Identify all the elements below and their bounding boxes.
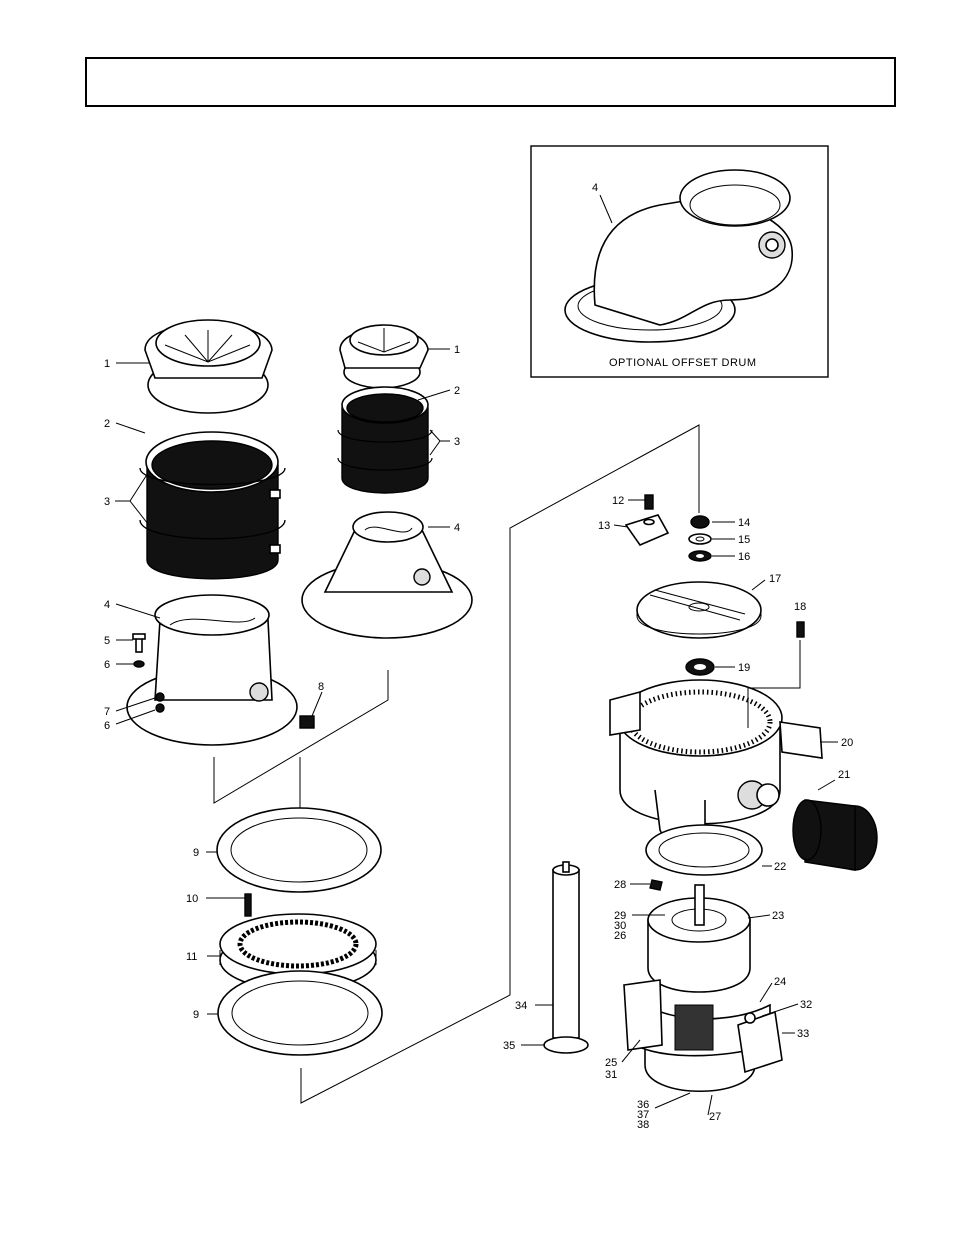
callout-23: 23 bbox=[772, 910, 785, 922]
washers-14-16 bbox=[689, 516, 711, 561]
callout-5: 5 bbox=[104, 635, 111, 647]
clamp-13 bbox=[626, 495, 668, 545]
callout-14: 14 bbox=[738, 517, 751, 529]
callout-26: 26 bbox=[614, 930, 627, 942]
small-hopper bbox=[340, 325, 428, 388]
callout-28: 28 bbox=[614, 879, 627, 891]
nut-8 bbox=[300, 716, 314, 728]
small-screen-drum bbox=[338, 387, 432, 493]
callout-33: 33 bbox=[797, 1028, 810, 1040]
callout-2-large: 2 bbox=[104, 418, 111, 430]
callout-3-small: 3 bbox=[454, 436, 461, 448]
callout-16: 16 bbox=[738, 551, 751, 563]
gasket-22 bbox=[646, 825, 762, 875]
motor-cover-21 bbox=[793, 800, 877, 870]
callout-32: 32 bbox=[800, 999, 813, 1011]
seal-19 bbox=[686, 659, 714, 675]
large-screen-drum bbox=[140, 432, 285, 579]
callout-30: 30 bbox=[614, 920, 627, 932]
callout-38: 38 bbox=[637, 1119, 650, 1131]
callout-22: 22 bbox=[774, 861, 787, 873]
callout-15: 15 bbox=[738, 534, 751, 546]
grease-fitting-10 bbox=[245, 894, 251, 916]
small-cone-drum bbox=[302, 512, 472, 638]
callout-24: 24 bbox=[774, 976, 787, 988]
callout-4-large: 4 bbox=[104, 599, 111, 611]
callout-35: 35 bbox=[503, 1040, 516, 1052]
callout-9-lower: 9 bbox=[193, 1009, 200, 1021]
callout-13: 13 bbox=[598, 520, 611, 532]
callout-37: 37 bbox=[637, 1109, 650, 1121]
bolt-5 bbox=[133, 634, 145, 667]
callout-12: 12 bbox=[612, 495, 625, 507]
callout-6-lower: 6 bbox=[104, 720, 111, 732]
callout-9-upper: 9 bbox=[193, 847, 200, 859]
cover-plate-17 bbox=[637, 582, 761, 638]
callout-11: 11 bbox=[186, 951, 198, 963]
callout-36: 36 bbox=[637, 1099, 650, 1111]
callout-1-small: 1 bbox=[454, 344, 461, 356]
callout-31: 31 bbox=[605, 1069, 618, 1081]
inset-part-label: 4 bbox=[592, 182, 599, 194]
stud-18 bbox=[797, 622, 804, 637]
offset-drum-inset bbox=[531, 146, 828, 377]
callout-1-large: 1 bbox=[104, 358, 111, 370]
callout-27: 27 bbox=[709, 1111, 722, 1123]
callout-10: 10 bbox=[186, 893, 199, 905]
callout-34: 34 bbox=[515, 1000, 528, 1012]
callout-3-large: 3 bbox=[104, 496, 111, 508]
large-hopper bbox=[145, 320, 272, 413]
gasket-ring-lower bbox=[218, 971, 382, 1055]
callout-17: 17 bbox=[769, 573, 782, 585]
callout-4-small: 4 bbox=[454, 522, 461, 534]
callout-21: 21 bbox=[838, 769, 851, 781]
inset-caption: OPTIONAL OFFSET DRUM bbox=[609, 357, 757, 369]
callout-29: 29 bbox=[614, 910, 627, 922]
housing-20 bbox=[610, 680, 822, 841]
callout-19: 19 bbox=[738, 662, 751, 674]
callout-25: 25 bbox=[605, 1057, 618, 1069]
callout-18: 18 bbox=[794, 601, 807, 613]
gasket-ring-upper bbox=[217, 808, 381, 892]
pipe-34 bbox=[544, 862, 588, 1053]
callout-6-upper: 6 bbox=[104, 659, 111, 671]
callout-8: 8 bbox=[318, 681, 325, 693]
large-cone-drum bbox=[127, 595, 297, 745]
callout-20: 20 bbox=[841, 737, 854, 749]
callout-7: 7 bbox=[104, 706, 111, 718]
callout-2-small: 2 bbox=[454, 385, 461, 397]
motor-23 bbox=[648, 880, 750, 992]
